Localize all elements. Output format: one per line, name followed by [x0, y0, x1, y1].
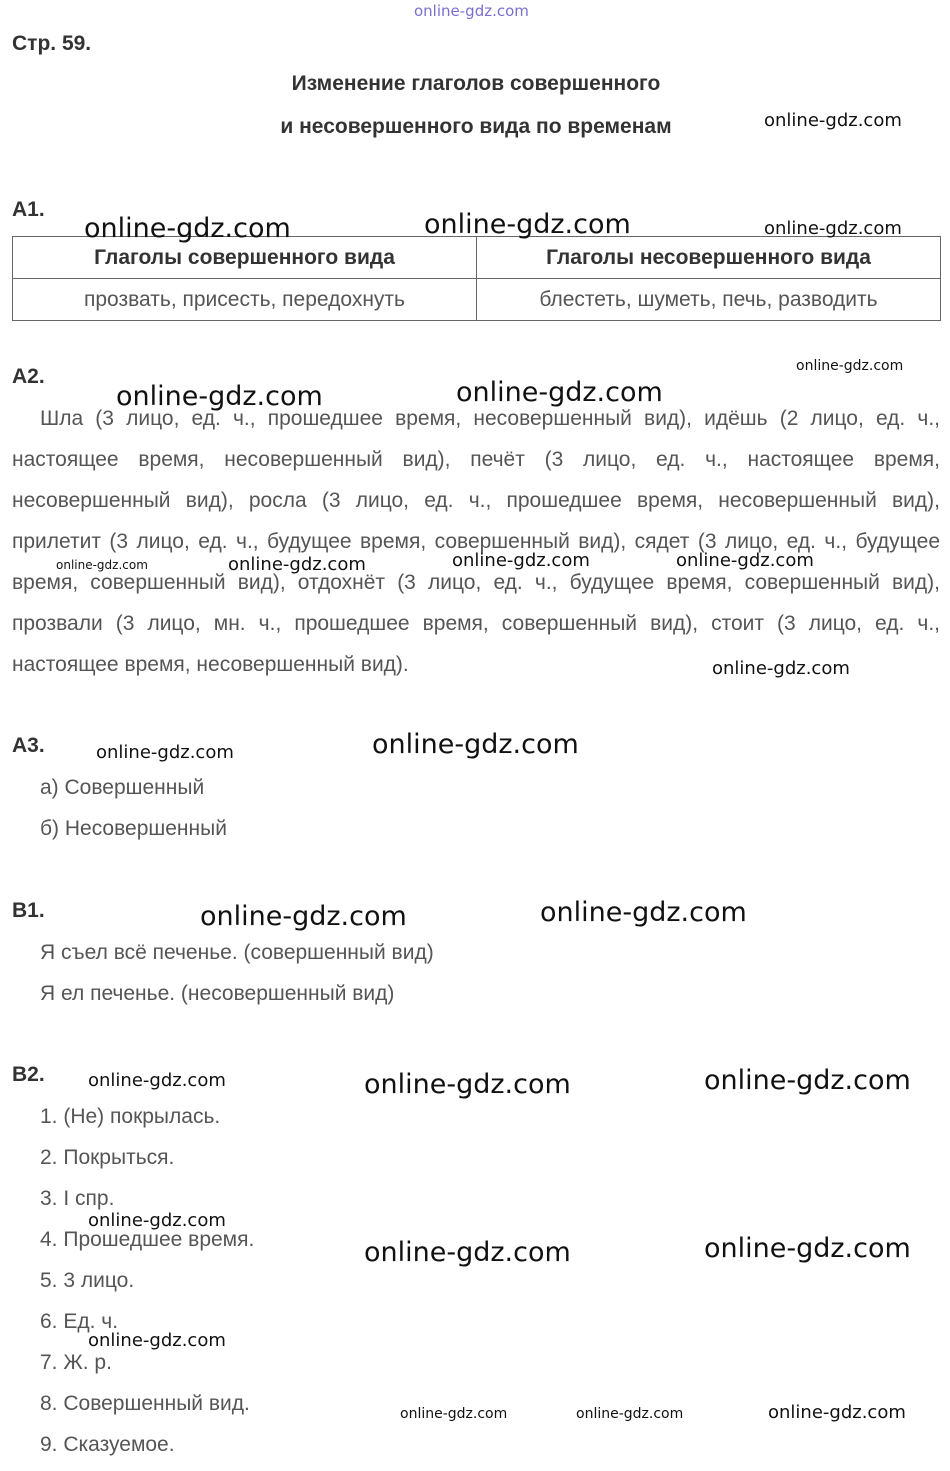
list-item: 5. 3 лицо. [40, 1269, 135, 1292]
section-label-a1: А1. [12, 198, 45, 221]
list-item: а) Совершенный [40, 776, 205, 799]
watermark: online-gdz.com [228, 554, 366, 575]
watermark: online-gdz.com [540, 897, 747, 928]
b2-answer-list [40, 1096, 254, 1465]
section-label-b1: В1. [12, 899, 45, 922]
watermark: online-gdz.com [424, 209, 631, 240]
watermark: online-gdz.com [764, 110, 902, 131]
page-title-line-1: Изменение глаголов совершенного [291, 72, 661, 95]
watermark: online-gdz.com [764, 218, 902, 239]
watermark: online-gdz.com [704, 1233, 911, 1264]
list-item: 7. Ж. р. [40, 1351, 112, 1374]
list-item: Я съел всё печенье. (совершенный вид) [40, 941, 434, 964]
page-title-line-2: и несовершенного вида по временам [280, 115, 672, 138]
watermark: online-gdz.com [364, 1237, 571, 1268]
watermark: online-gdz.com [364, 1069, 571, 1100]
watermark: online-gdz.com [796, 358, 904, 374]
list-item: б) Несовершенный [40, 817, 227, 840]
watermark: online-gdz.com [456, 377, 663, 408]
watermark: online-gdz.com [56, 558, 148, 572]
table-row [13, 279, 941, 321]
section-label-a2: А2. [12, 365, 45, 388]
watermark: online-gdz.com [96, 742, 234, 763]
watermark: online-gdz.com [372, 729, 579, 760]
table-header-perfective: Глаголы совершенного вида [13, 237, 477, 279]
watermark: online-gdz.com [88, 1330, 226, 1351]
section-label-b2: В2. [12, 1063, 45, 1086]
watermark: online-gdz.com [576, 1406, 684, 1422]
watermark: online-gdz.com [116, 381, 323, 412]
watermark: online-gdz.com [88, 1070, 226, 1091]
list-item: 6. Ед. ч. [40, 1310, 119, 1333]
list-item: 3. I спр. [40, 1187, 115, 1210]
a2-answer-text: Шла (3 лицо, ед. ч., прошедшее время, несовершенный вид), идёшь (2 лицо, ед. ч., настоящее время, несовершенный вид), печёт (3 лицо, ед. ч., настоящее время, несовершенный вид), росла (3 лицо, ед. ч., прошедшее время, несовершенный вид), прилетит (3 лицо, ед. ч., будущее время, совершенный вид), сядет (3 лицо, ед. ч., будущее время, совершенный вид), отдохнёт (3 лицо, ед. ч., будущее время, совершенный вид), прозвали (3 лицо, мн. ч., прошедшее время, совершенный вид), стоит (3 лицо, ед. ч., настоящее время, несовершенный вид). [12, 407, 940, 676]
table-header-imperfective: Глаголы несовершенного вида [477, 237, 941, 279]
watermark: online-gdz.com [400, 1406, 508, 1422]
list-item: 1. (Не) покрылась. [40, 1105, 221, 1128]
watermark: online-gdz.com [676, 550, 814, 571]
a3-answer-list [40, 767, 227, 849]
b1-answer-list [40, 932, 434, 1014]
list-item: Я ел печенье. (несовершенный вид) [40, 982, 395, 1005]
site-link[interactable]: online-gdz.com [414, 2, 529, 20]
watermark: online-gdz.com [84, 213, 291, 244]
watermark: online-gdz.com [452, 550, 590, 571]
watermark: online-gdz.com [200, 901, 407, 932]
verb-aspect-table [12, 236, 941, 321]
list-item: 8. Совершенный вид. [40, 1392, 250, 1415]
watermark: online-gdz.com [712, 658, 850, 679]
section-label-a3: А3. [12, 734, 45, 757]
watermark: online-gdz.com [704, 1065, 911, 1096]
watermark: online-gdz.com [88, 1210, 226, 1231]
page-label: Стр. 59. [12, 32, 92, 55]
list-item: 2. Покрыться. [40, 1146, 175, 1169]
table-cell-perfective: прозвать, присесть, передохнуть [13, 279, 477, 321]
table-cell-imperfective: блестеть, шуметь, печь, разводить [477, 279, 941, 321]
list-item: 9. Сказуемое. [40, 1433, 175, 1456]
list-item: 4. Прошедшее время. [40, 1228, 255, 1251]
watermark: online-gdz.com [768, 1402, 906, 1423]
